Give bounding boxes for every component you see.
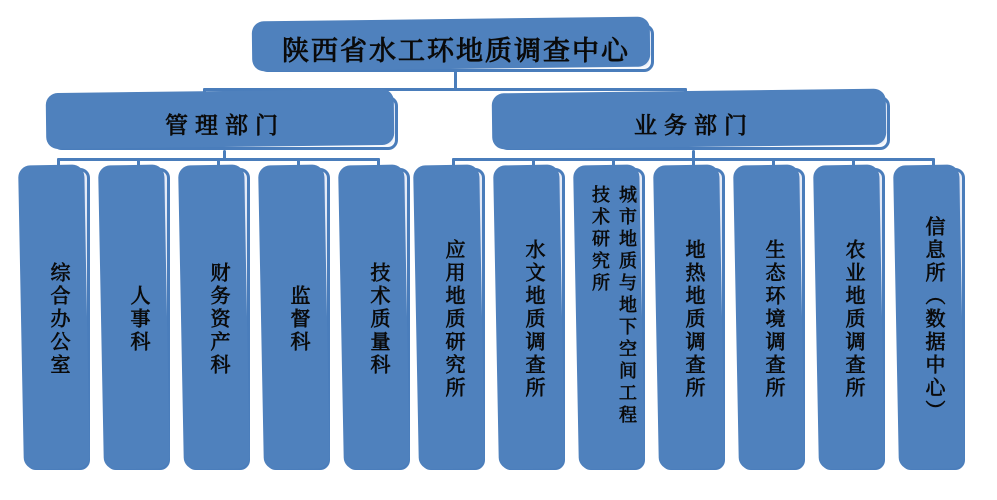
dept-label: 人事科	[127, 284, 149, 354]
dept-label: 信息所（数据中心）	[922, 215, 944, 423]
dept-box-hydrogeology-survey	[501, 168, 565, 470]
dept-box-eco-environment-survey	[741, 168, 805, 470]
dept-label: 综合办公室	[47, 261, 69, 377]
dept-box-geothermal-survey	[661, 168, 725, 470]
dept-label: 应用地质研究所	[442, 238, 464, 400]
dept-box-hr	[106, 168, 170, 470]
dept-box-tech-quality	[346, 168, 410, 470]
dept-box-agricultural-geology-survey	[821, 168, 885, 470]
dept-label: 监督科	[287, 284, 309, 354]
root-label: 陕西省水工环地质调查中心	[282, 35, 630, 66]
root-box	[258, 24, 654, 72]
dept-label: 技术质量科	[367, 261, 389, 377]
dept-label: 地热地质调查所	[682, 238, 704, 400]
dept-box-supervision	[266, 168, 330, 470]
dept-box-urban-geology-institute	[581, 168, 645, 470]
dept-box-finance-assets	[186, 168, 250, 470]
group-label-business: 业务部门	[634, 112, 754, 138]
dept-box-general-office	[26, 168, 90, 470]
group-box-business	[498, 96, 890, 150]
dept-label: 生态环境调查所	[762, 238, 784, 400]
dept-label: 城市地质与地下空间工程 技术研究所	[590, 185, 637, 427]
dept-label: 农业地质调查所	[842, 238, 864, 400]
dept-label: 水文地质调查所	[522, 238, 544, 400]
dept-box-applied-geology-institute	[421, 168, 485, 470]
group-label-management: 管理部门	[165, 112, 285, 138]
group-box-management	[52, 96, 398, 150]
dept-label: 财务资产科	[207, 261, 229, 377]
dept-box-information-data-center	[901, 168, 965, 470]
